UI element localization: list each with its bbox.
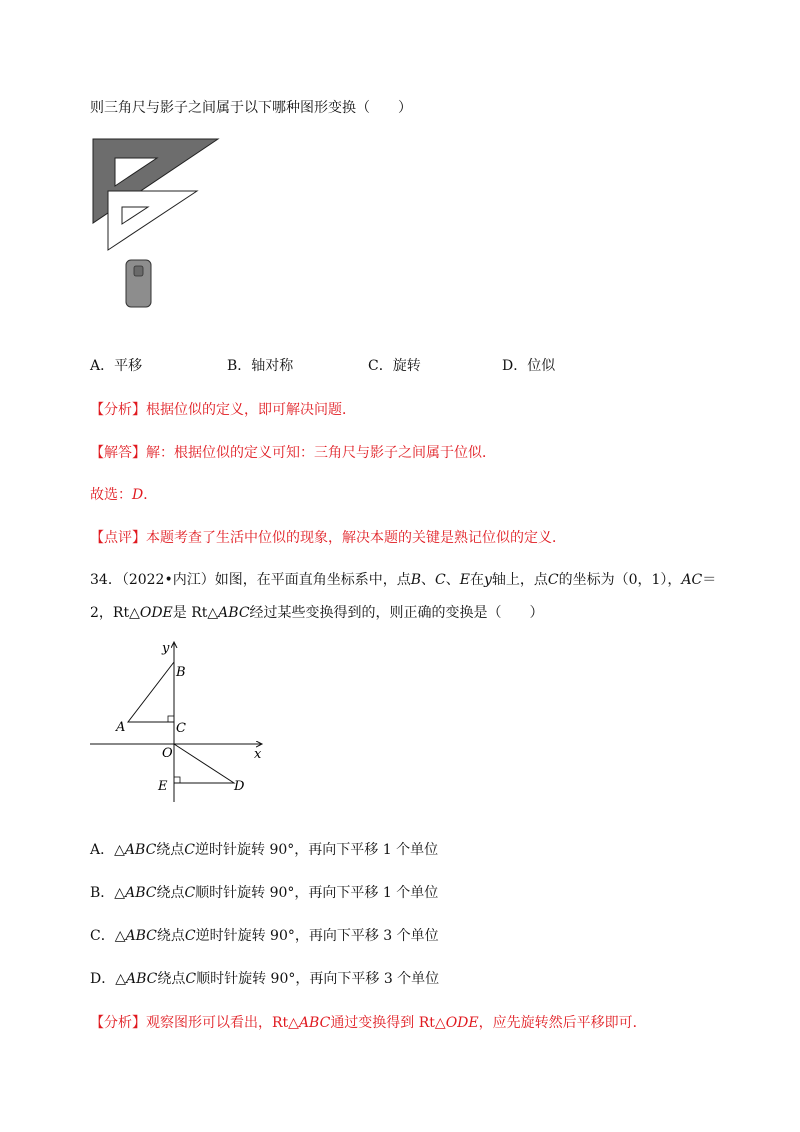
q34-stem-line1: 34．（2022•内江）如图，在平面直角坐标系中，点B、C、E在y轴上，点C的坐标为（0，1），AC＝ — [90, 572, 717, 588]
q33-option-d: D．位似 — [502, 358, 556, 374]
q33-option-b: B．轴对称 — [227, 358, 294, 374]
q33-comment: 【点评】本题考查了生活中位似的现象，解决本题的关键是熟记位似的定义． — [90, 530, 566, 546]
q33-option-c: C．旋转 — [368, 358, 421, 374]
q33-analysis: 【分析】根据位似的定义，即可解决问题． — [90, 402, 356, 418]
q33-stem: 则三角尺与影子之间属于以下哪种图形变换（ ） — [90, 100, 412, 116]
right-angle-e — [174, 777, 180, 783]
q34-figure — [88, 636, 268, 806]
origin-label: O — [162, 746, 173, 761]
point-d-label: D — [234, 779, 245, 794]
q34-stem-line2: 2，Rt△ODE是 Rt△ABC经过某些变换得到的，则正确的变换是（ ） — [90, 605, 544, 621]
q33-choice: 故选：D． — [90, 487, 158, 503]
x-axis-label: x — [254, 747, 262, 762]
triangle-ode — [174, 744, 234, 783]
q33-figure — [90, 136, 230, 316]
point-b-label: B — [176, 665, 186, 680]
q34-option-d: D．△ABC绕点C顺时针旋转 90°，再向下平移 3 个单位 — [90, 971, 440, 987]
point-e-label: E — [158, 779, 168, 794]
q34-analysis: 【分析】观察图形可以看出，Rt△ABC通过变换得到 Rt△ODE，应先旋转然后平移即可． — [90, 1015, 647, 1031]
point-a-label: A — [116, 720, 126, 735]
q33-answer: 【解答】解：根据位似的定义可知：三角尺与影子之间属于位似． — [90, 445, 496, 461]
q33-option-a: A．平移 — [90, 358, 143, 374]
triangle-abc — [128, 662, 174, 722]
right-angle-c — [168, 716, 174, 722]
q34-option-c: C．△ABC绕点C逆时针旋转 90°，再向下平移 3 个单位 — [90, 928, 439, 944]
y-axis-label: y — [162, 641, 170, 656]
ruler-triangle — [108, 191, 197, 250]
q34-option-b: B．△ABC绕点C顺时针旋转 90°，再向下平移 1 个单位 — [90, 885, 439, 901]
point-c-label: C — [176, 721, 186, 736]
q34-option-a: A．△ABC绕点C逆时针旋转 90°，再向下平移 1 个单位 — [90, 842, 439, 858]
